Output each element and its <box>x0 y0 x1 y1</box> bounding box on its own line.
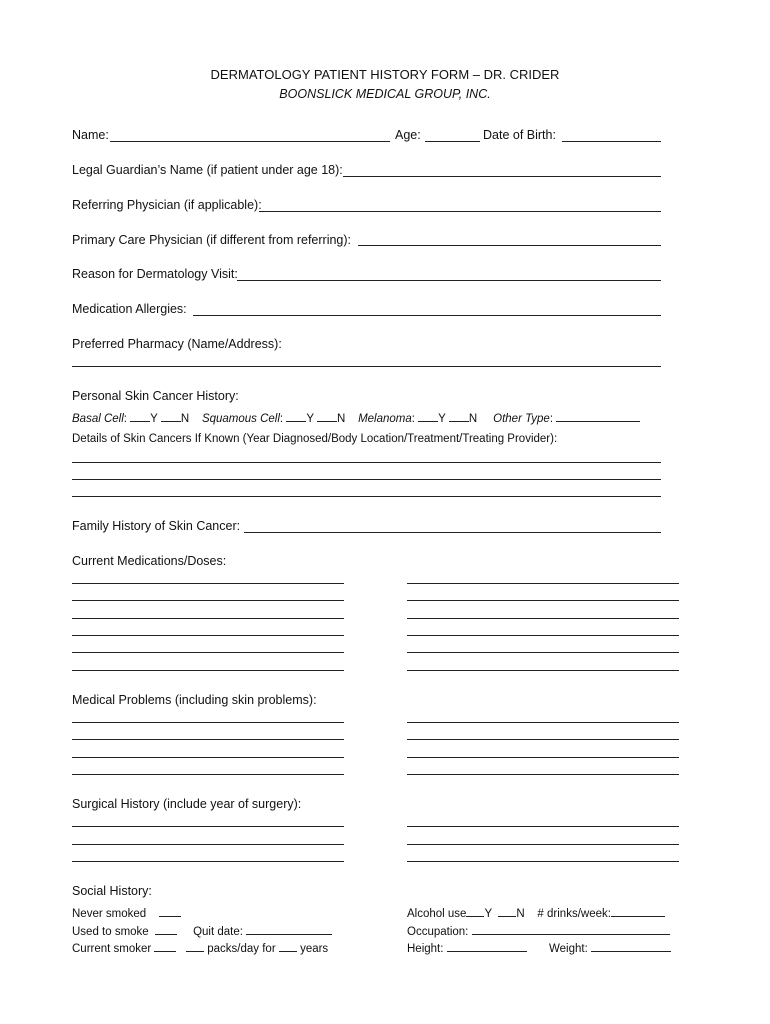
medical-problems-line-left[interactable] <box>72 757 344 758</box>
social-history-heading: Social History: <box>72 884 152 898</box>
height-blank[interactable] <box>447 940 527 952</box>
medications-line-left[interactable] <box>72 670 344 671</box>
drinks-week-blank[interactable] <box>611 905 665 917</box>
skin-cancer-details-line[interactable] <box>72 462 661 463</box>
alcohol-label: Alcohol use <box>407 908 467 920</box>
squamous-label: Squamous Cell <box>201 413 280 425</box>
alcohol-no-blank[interactable] <box>498 905 516 917</box>
surgical-line-left[interactable] <box>72 844 344 845</box>
referring-label: Referring Physician (if applicable): <box>72 198 262 212</box>
medications-line-left[interactable] <box>72 583 344 584</box>
medical-problems-line-left[interactable] <box>72 722 344 723</box>
current-smoker-row <box>72 940 328 956</box>
surgical-line-left[interactable] <box>72 826 344 827</box>
form-subtitle: BOONSLICK MEDICAL GROUP, INC. <box>279 87 491 101</box>
occupation-blank[interactable] <box>472 923 670 935</box>
name-field[interactable] <box>110 141 390 142</box>
quit-date-blank[interactable] <box>246 923 332 935</box>
surgical-line-left[interactable] <box>72 861 344 862</box>
reason-label: Reason for Dermatology Visit: <box>72 267 238 281</box>
primary-care-label: Primary Care Physician (if different from referring): <box>72 233 352 247</box>
name-label: Name: <box>72 128 109 142</box>
melanoma-yes-blank[interactable] <box>418 410 438 422</box>
medical-problems-line-right[interactable] <box>407 739 679 740</box>
pharmacy-label: Preferred Pharmacy (Name/Address): <box>72 337 282 351</box>
medications-line-left[interactable] <box>72 635 344 636</box>
occupation-row <box>407 923 670 939</box>
surgical-line-right[interactable] <box>407 844 679 845</box>
guardian-label: Legal Guardian’s Name (if patient under age 18): <box>72 163 343 177</box>
melanoma-no-blank[interactable] <box>449 410 469 422</box>
used-to-smoke-row <box>72 923 332 939</box>
years-blank[interactable] <box>279 940 297 952</box>
quit-date-label: Quit date: <box>193 926 243 938</box>
referring-field[interactable] <box>259 211 661 212</box>
primary-care-field[interactable] <box>358 245 661 246</box>
reason-field[interactable] <box>237 280 661 281</box>
alcohol-yes-blank[interactable] <box>466 905 484 917</box>
weight-label: Weight: <box>549 943 588 955</box>
surgical-line-right[interactable] <box>407 826 679 827</box>
family-history-label: Family History of Skin Cancer: <box>72 519 241 533</box>
medications-line-left[interactable] <box>72 652 344 653</box>
medications-line-right[interactable] <box>407 583 679 584</box>
medical-problems-line-right[interactable] <box>407 757 679 758</box>
surgical-line-right[interactable] <box>407 861 679 862</box>
used-to-smoke-label: Used to smoke <box>72 926 149 938</box>
height-label: Height: <box>407 943 444 955</box>
packs-per-day-blank[interactable] <box>186 940 204 952</box>
height-weight-row <box>407 940 671 956</box>
age-field[interactable] <box>425 141 480 142</box>
squamous-no-blank[interactable] <box>317 410 337 422</box>
current-smoker-blank[interactable] <box>154 940 176 952</box>
medications-line-right[interactable] <box>407 600 679 601</box>
occupation-label: Occupation: <box>407 926 469 938</box>
medications-label: Current Medications/Doses: <box>72 554 227 568</box>
weight-blank[interactable] <box>591 940 671 952</box>
packs-per-day-label: packs/day for <box>207 943 276 955</box>
medical-problems-line-right[interactable] <box>407 774 679 775</box>
never-smoked-label: Never smoked <box>72 908 147 920</box>
drinks-week-label: # drinks/week: <box>537 908 611 920</box>
current-smoker-label: Current smoker <box>72 943 152 955</box>
guardian-field[interactable] <box>343 176 661 177</box>
medical-problems-label: Medical Problems (including skin problems): <box>72 693 317 707</box>
dob-field[interactable] <box>562 141 661 142</box>
medical-problems-line-left[interactable] <box>72 774 344 775</box>
surgical-history-label: Surgical History (include year of surgery): <box>72 797 302 811</box>
medical-problems-line-right[interactable] <box>407 722 679 723</box>
never-smoked-blank[interactable] <box>159 905 181 917</box>
medications-line-right[interactable] <box>407 635 679 636</box>
medications-line-right[interactable] <box>407 618 679 619</box>
pharmacy-field[interactable] <box>72 366 661 367</box>
form-title: DERMATOLOGY PATIENT HISTORY FORM – DR. CRIDER <box>210 67 560 82</box>
allergies-field[interactable] <box>193 315 661 316</box>
medical-problems-line-left[interactable] <box>72 739 344 740</box>
family-history-field[interactable] <box>244 532 661 533</box>
medications-line-left[interactable] <box>72 618 344 619</box>
other-type-blank[interactable] <box>556 410 640 422</box>
years-label: years <box>300 943 329 955</box>
medications-line-right[interactable] <box>407 670 679 671</box>
medications-line-left[interactable] <box>72 600 344 601</box>
allergies-label: Medication Allergies: <box>72 302 187 316</box>
alcohol-row: Alcohol use Y N # drinks/week: <box>407 905 665 921</box>
skin-cancer-details-label: Details of Skin Cancers If Known (Year Diagnosed/Body Location/Treatment/Treating Provider): <box>72 433 558 445</box>
skin-cancer-details-line[interactable] <box>72 479 661 480</box>
squamous-yes-blank[interactable] <box>286 410 306 422</box>
skin-cancer-details-line[interactable] <box>72 496 661 497</box>
other-type-label: Other Type <box>493 413 550 425</box>
age-label: Age: <box>395 128 421 142</box>
basal-no-blank[interactable] <box>161 410 181 422</box>
skin-cancer-heading: Personal Skin Cancer History: <box>72 389 239 403</box>
skin-cancer-types-row: Basal Cell: Y N Squamous Cell: Y N Melanoma: Y N Other Type: <box>72 410 640 426</box>
never-smoked-row <box>72 905 181 921</box>
medications-line-right[interactable] <box>407 652 679 653</box>
melanoma-label: Melanoma <box>358 413 412 425</box>
basal-yes-blank[interactable] <box>130 410 150 422</box>
used-to-smoke-blank[interactable] <box>155 923 177 935</box>
dob-label: Date of Birth: <box>483 128 556 142</box>
basal-label: Basal Cell <box>72 413 124 425</box>
